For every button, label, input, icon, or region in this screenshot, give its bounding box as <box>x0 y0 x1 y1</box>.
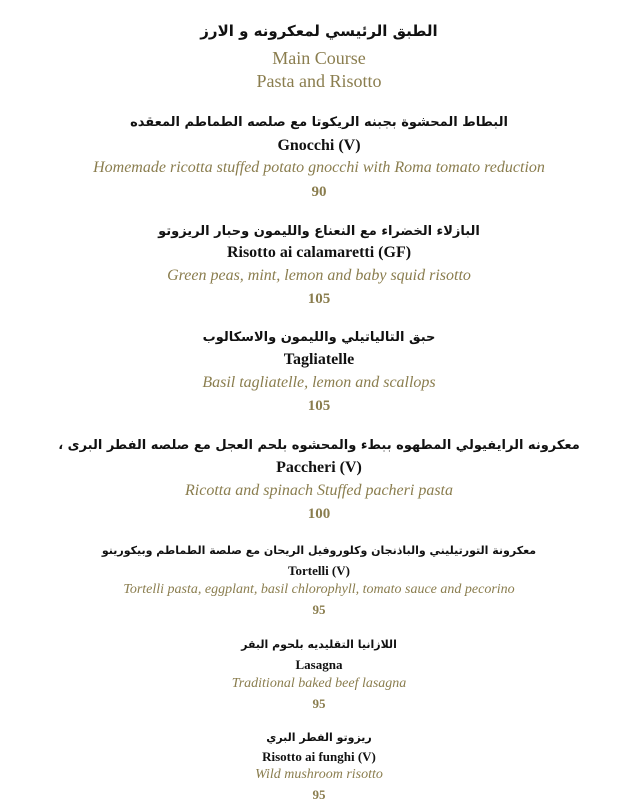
item-description: Ricotta and spinach Stuffed pacheri pasta <box>185 482 453 499</box>
item-price: 95 <box>312 602 326 617</box>
item-arabic: معكرونة التورتيليني والباذنجان وكلوروفيل الريحان مع صلصة الطماطم وبيكورينو <box>101 544 537 557</box>
item-arabic: ريزوتو الفطر البري <box>266 731 372 744</box>
item-price: 95 <box>312 787 326 802</box>
header-pasta-risotto: Pasta and Risotto <box>256 71 382 91</box>
item-name: Risotto ai calamaretti (GF) <box>226 244 412 261</box>
header-main-course: Main Course <box>272 48 366 68</box>
item-name: Lasagna <box>295 657 343 672</box>
item-description: Wild mushroom risotto <box>255 767 383 782</box>
item-description: Traditional baked beef lasagna <box>231 676 407 691</box>
item-name: Tagliatelle <box>283 351 355 368</box>
item-arabic: معكرونه الرايفيولي المطهوه ببطء والمحشوه بلحم العجل مع صلصه الفطر البرى ، <box>58 438 580 453</box>
item-price: 105 <box>307 398 331 414</box>
header-arabic-title: الطبق الرئيسي لمعكرونه و الارز <box>200 22 438 40</box>
item-name: Tortelli (V) <box>288 563 350 578</box>
item-name: Paccheri (V) <box>276 459 362 476</box>
item-arabic: البازلاء الخضراء مع النعناع والليمون وحبار الريزوتو <box>158 224 480 239</box>
item-price: 95 <box>312 696 326 711</box>
item-arabic: البطاط المحشوة بجبنه الريكوتا مع صلصه الطماطم المعقده <box>130 115 508 130</box>
item-price: 90 <box>311 184 327 200</box>
item-arabic: اللازانيا التقليديه بلحوم البقر <box>241 638 397 651</box>
item-description: Green peas, mint, lemon and baby squid risotto <box>167 267 471 284</box>
item-price: 105 <box>307 291 331 307</box>
item-name: Risotto ai funghi (V) <box>262 749 376 764</box>
item-description: Basil tagliatelle, lemon and scallops <box>202 374 436 391</box>
item-description: Homemade ricotta stuffed potato gnocchi with Roma tomato reduction <box>93 159 545 176</box>
item-name: Gnocchi (V) <box>277 137 361 154</box>
item-arabic: حبق التالياتيلي والليمون والاسكالوب <box>202 330 436 345</box>
item-price: 100 <box>307 506 331 522</box>
item-description: Tortelli pasta, eggplant, basil chlorophyll, tomato sauce and pecorino <box>123 582 515 597</box>
